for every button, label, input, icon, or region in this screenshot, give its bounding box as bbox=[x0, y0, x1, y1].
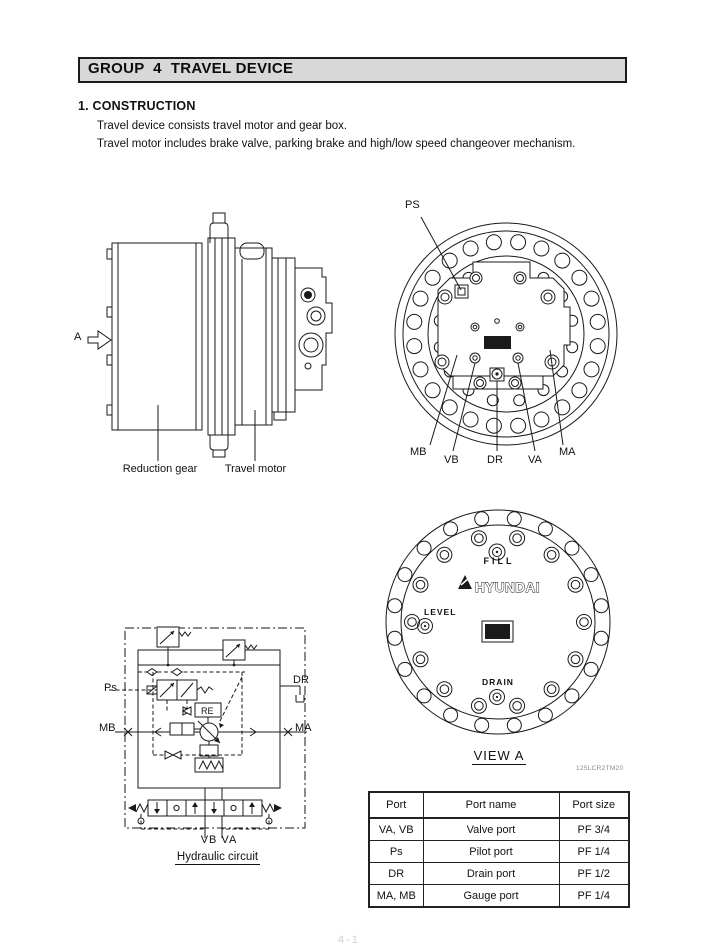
counterbalance-valve bbox=[128, 788, 282, 838]
level-label: LEVEL bbox=[424, 607, 457, 617]
port-label-dr: DR bbox=[487, 454, 503, 466]
valve-cover-plate bbox=[435, 262, 570, 389]
port-label-ma: MA bbox=[559, 446, 576, 458]
col-header-port-size: Port size bbox=[559, 792, 629, 818]
port-label-ps: PS bbox=[405, 199, 420, 211]
cell-port-size: PF 3/4 bbox=[559, 818, 629, 841]
fill-label: FILL bbox=[483, 556, 515, 566]
port-label-vb: VB bbox=[444, 454, 459, 466]
port-label-va: VA bbox=[528, 454, 542, 466]
port-label-mb: MB bbox=[410, 446, 427, 458]
cell-port: MA, MB bbox=[369, 885, 423, 908]
re-label: RE bbox=[201, 706, 214, 716]
hydraulic-label-mb: MB bbox=[99, 722, 116, 734]
table-row bbox=[369, 863, 629, 885]
hydraulic-label-vb-va: VB VA bbox=[200, 834, 238, 846]
view-a-arrow-icon bbox=[88, 331, 111, 349]
cell-port-name: Gauge port bbox=[423, 885, 559, 908]
view-a-caption: VIEW A bbox=[473, 748, 525, 763]
cell-port: DR bbox=[369, 863, 423, 885]
hyundai-logo bbox=[458, 575, 540, 595]
relief-valve-1 bbox=[157, 627, 191, 665]
port-view-diagram bbox=[383, 195, 628, 470]
group-header-bar: GROUP 4 TRAVEL DEVICE bbox=[78, 57, 627, 83]
col-header-port: Port bbox=[369, 792, 423, 818]
hydraulic-caption: Hydraulic circuit bbox=[176, 851, 259, 863]
relief-valve-2 bbox=[223, 640, 257, 665]
section-title: 1. CONSTRUCTION bbox=[78, 99, 196, 113]
cell-port-size: PF 1/4 bbox=[559, 885, 629, 908]
hydraulic-circuit-diagram bbox=[95, 615, 325, 850]
cell-port-size: PF 1/2 bbox=[559, 863, 629, 885]
side-view-diagram bbox=[70, 205, 370, 465]
cell-port-name: Pilot port bbox=[423, 841, 559, 863]
col-header-port-name: Port name bbox=[423, 792, 559, 818]
cell-port: VA, VB bbox=[369, 818, 423, 841]
cell-port-size: PF 1/4 bbox=[559, 841, 629, 863]
view-arrow-label: A bbox=[74, 331, 82, 343]
motor-symbol bbox=[115, 721, 307, 743]
drain-label: DRAIN bbox=[482, 677, 514, 687]
hyundai-logo-text: HYUNDAI bbox=[475, 580, 541, 595]
hydraulic-label-ma: MA bbox=[295, 722, 312, 734]
cell-port-name: Valve port bbox=[423, 818, 559, 841]
body-text-line: Travel device consists travel motor and gear box. bbox=[97, 120, 348, 132]
drain-line bbox=[280, 686, 304, 702]
figure-code: 125LCR2TM20 bbox=[576, 765, 624, 772]
table-row bbox=[369, 885, 629, 908]
port-table bbox=[368, 791, 630, 908]
body-text-line: Travel motor includes brake valve, parking brake and high/low speed changeover mechanism. bbox=[97, 138, 576, 150]
hydraulic-label-ps: Ps bbox=[104, 682, 117, 694]
hydraulic-label-dr: DR bbox=[293, 674, 309, 686]
cell-port-name: Drain port bbox=[423, 863, 559, 885]
table-header-row bbox=[369, 792, 629, 818]
cell-port: Ps bbox=[369, 841, 423, 863]
table-row bbox=[369, 818, 629, 841]
page-number: 4-1 bbox=[338, 934, 360, 943]
view-a-diagram bbox=[385, 505, 615, 740]
reduction-gear-label: Reduction gear bbox=[122, 463, 198, 475]
travel-motor-label: Travel motor bbox=[224, 463, 287, 475]
table-row bbox=[369, 841, 629, 863]
parking-brake bbox=[195, 741, 223, 772]
